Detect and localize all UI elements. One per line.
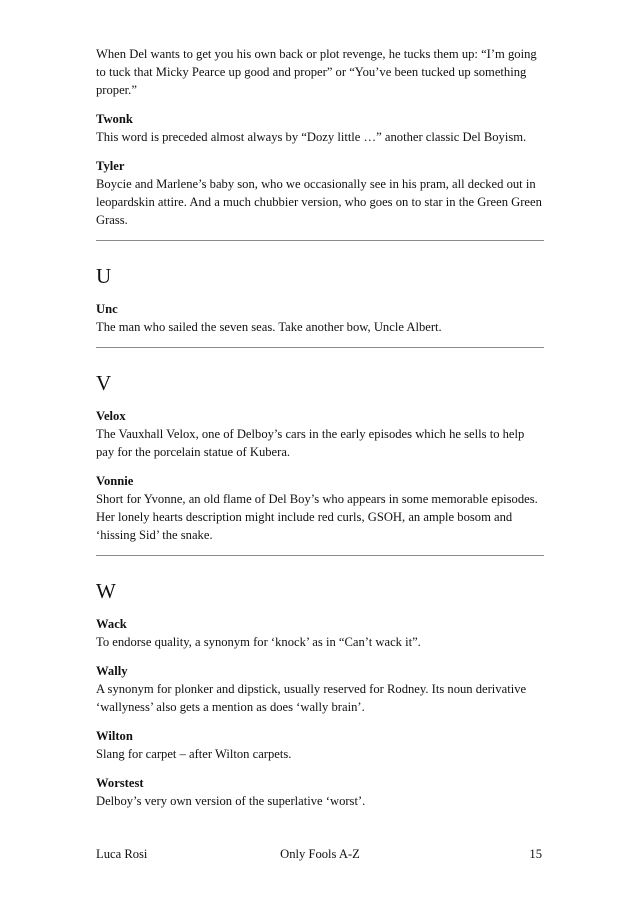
glossary-entry [96,110,544,146]
entry-term: Twonk [96,112,133,126]
entry-term: Vonnie [96,474,134,488]
entry-definition: To endorse quality, a synonym for ‘knock’ as in “Can’t wack it”. [96,635,421,649]
section-letter: U [96,264,112,288]
glossary-entry [96,615,544,651]
entry-term: Tyler [96,159,125,173]
entry-definition: The man who sailed the seven seas. Take another bow, Uncle Albert. [96,320,442,334]
document-body [96,45,544,821]
section-letter: V [96,371,112,395]
entry-definition: This word is preceded almost always by “Dozy little …” another classic Del Boyism. [96,130,527,144]
glossary-entry [96,662,544,716]
section-w [96,579,544,810]
entry-term: Wack [96,617,127,631]
glossary-entry [96,727,544,763]
section-divider [96,240,544,241]
glossary-entry [96,774,544,810]
entry-definition: Slang for carpet – after Wilton carpets. [96,747,292,761]
section-letter: W [96,579,116,603]
section-t-continued [96,110,544,229]
entry-term: Wilton [96,729,133,743]
entry-term: Unc [96,302,118,316]
entry-term: Worstest [96,776,144,790]
entry-definition: The Vauxhall Velox, one of Delboy’s cars in the early episodes which he sells to help pay for the porcelain statue of Kubera. [96,427,525,459]
entry-definition: A synonym for plonker and dipstick, usually reserved for Rodney. Its noun derivative ‘wallyness’ also gets a mention as does ‘wally brain’. [96,682,527,714]
glossary-entry [96,407,544,461]
footer-title: Only Fools A-Z [280,847,360,861]
intro-paragraph: When Del wants to get you his own back or plot revenge, he tucks them up: “I’m going to tuck that Micky Pearce up good and proper” or “You’ve been tucked up something proper.” [96,47,537,97]
entry-definition: Delboy’s very own version of the superlative ‘worst’. [96,794,366,808]
footer-author: Luca Rosi [96,847,148,861]
section-divider [96,347,544,348]
entry-term: Wally [96,664,128,678]
glossary-entry [96,472,544,544]
section-v [96,371,544,544]
entry-definition: Boycie and Marlene’s baby son, who we occasionally see in his pram, all decked out in leopardskin attire. And a much chubbier version, who goes on to star in the Green Green Grass. [96,177,542,227]
section-divider [96,555,544,556]
glossary-entry [96,300,544,336]
footer-page-number: 15 [529,847,542,861]
entry-definition: Short for Yvonne, an old flame of Del Boy’s who appears in some memorable episodes. Her lonely hearts description might include red curls, GSOH, an ample bosom and ‘hissing Sid’ the snake. [96,492,538,542]
entry-term: Velox [96,409,126,423]
section-u [96,264,544,336]
glossary-entry [96,157,544,229]
